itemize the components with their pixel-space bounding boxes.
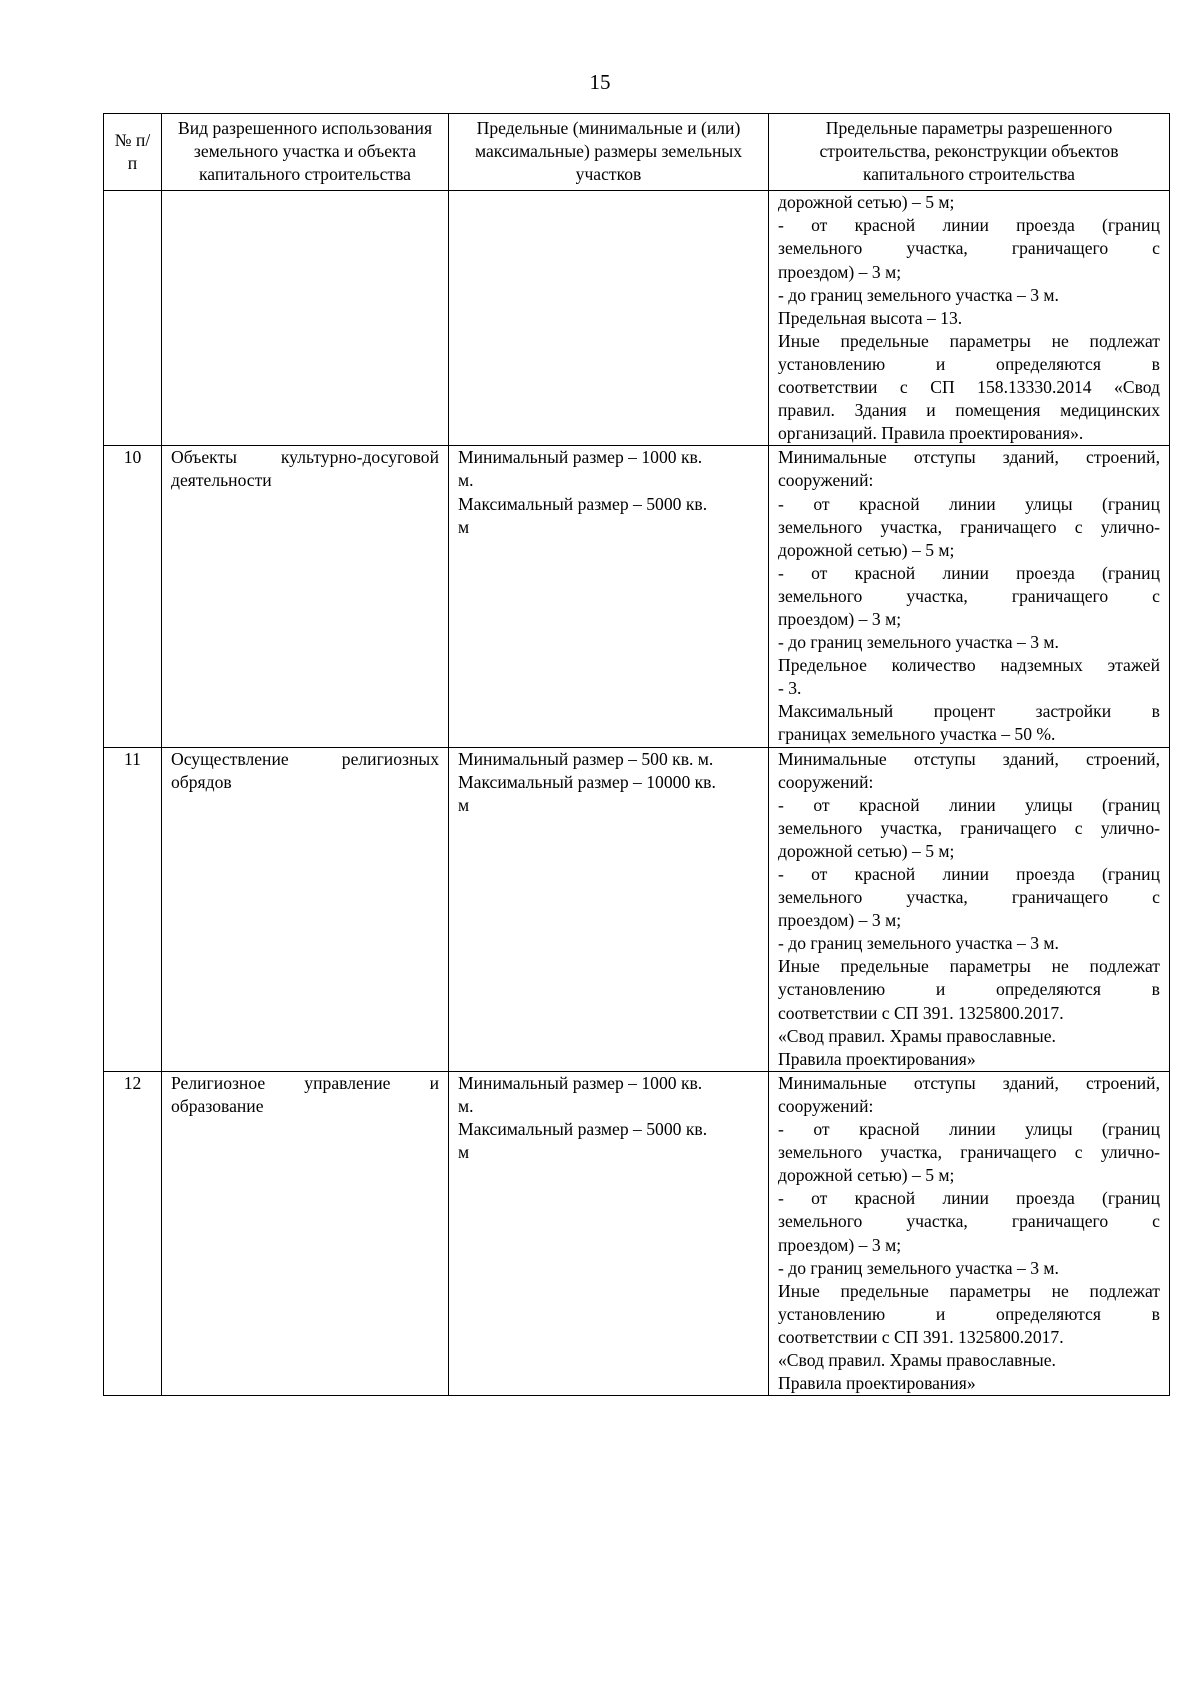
cell-line: земельного участка, граничащего с (778, 1211, 1160, 1232)
cell-line: установлению и определяются в (778, 353, 1160, 374)
cell-line: Минимальные отступы зданий, строений, (778, 1072, 1160, 1093)
cell-number: 11 (104, 747, 162, 1071)
cell-number: 12 (104, 1071, 162, 1395)
cell-line: Минимальные отступы зданий, строений, (778, 748, 1160, 769)
cell-line: земельного участка, граничащего с (778, 887, 1160, 908)
page-number: 15 (589, 70, 611, 94)
cell-plot-size (449, 446, 769, 747)
cell-line: соответствии с СП 158.13330.2014 «Свод (778, 377, 1160, 398)
cell-line: Предельное количество надземных этажей (778, 655, 1160, 676)
cell-line: - 3. (778, 678, 802, 699)
table-row (104, 1071, 1170, 1395)
cell-line: - от красной линии проезда (границ (778, 1188, 1160, 1209)
cell-line: сооружений: (778, 1095, 874, 1116)
cell-line: сооружений: (778, 771, 874, 792)
cell-line: Правила проектирования» (778, 1048, 976, 1069)
cell-line: установлению и определяются в (778, 1303, 1160, 1324)
cell-line: дорожной сетью) – 5 м; (778, 1165, 955, 1186)
cell-line: земельного участка, граничащего с улично- (778, 1142, 1160, 1163)
cell-line: Иные предельные параметры не подлежат (778, 956, 1160, 977)
cell-line: Максимальный размер – 5000 кв. (458, 1119, 708, 1140)
cell-line: соответствии с СП 391. 1325800.2017. (778, 1002, 1064, 1023)
header-permitted-use: Вид разрешенного использования земельного участка и объекта капитального строительства (162, 114, 449, 191)
cell-line: - от красной линии проезда (границ (778, 215, 1160, 236)
cell-permitted-use (162, 191, 449, 446)
cell-line: земельного участка, граничащего с (778, 585, 1160, 606)
cell-build-params (769, 1071, 1170, 1395)
cell-line: правил. Здания и помещения медицинских (778, 400, 1160, 421)
cell-line: - до границ земельного участка – 3 м. (778, 284, 1059, 305)
cell-line: земельного участка, граничащего с (778, 238, 1160, 259)
cell-line: дорожной сетью) – 5 м; (778, 840, 955, 861)
table-row-continued (104, 191, 1170, 446)
cell-number: 10 (104, 446, 162, 747)
cell-line: организаций. Правила проектирования». (778, 423, 1084, 444)
cell-line: Предельная высота – 13. (778, 307, 963, 328)
cell-line: Минимальные отступы зданий, строений, (778, 447, 1160, 468)
cell-line: м (458, 794, 470, 815)
cell-line: «Свод правил. Храмы православные. (778, 1025, 1056, 1046)
cell-line: Правила проектирования» (778, 1373, 976, 1394)
cell-line: проездом) – 3 м; (778, 910, 902, 931)
cell-line: Минимальный размер – 1000 кв. (458, 447, 703, 468)
cell-line: Максимальный размер – 10000 кв. (458, 771, 716, 792)
cell-permitted-use: Религиозное управление и образование (162, 1071, 449, 1395)
cell-line: дорожной сетью) – 5 м; (778, 539, 955, 560)
cell-line: сооружений: (778, 470, 874, 491)
cell-line: проездом) – 3 м; (778, 608, 902, 629)
cell-line: - от красной линии улицы (границ (778, 1119, 1160, 1140)
cell-plot-size (449, 191, 769, 446)
cell-line: земельного участка, граничащего с улично- (778, 817, 1160, 838)
cell-line: - от красной линии проезда (границ (778, 562, 1160, 583)
cell-build-params (769, 747, 1170, 1071)
cell-line: земельного участка, граничащего с улично- (778, 516, 1160, 537)
cell-line: «Свод правил. Храмы православные. (778, 1349, 1056, 1370)
cell-number (104, 191, 162, 446)
cell-line: границах земельного участка – 50 %. (778, 724, 1056, 745)
header-plot-size: Предельные (минимальные и (или) максимальные) размеры земельных участков (449, 114, 769, 191)
header-number: № п/п (104, 114, 162, 191)
cell-line: - от красной линии улицы (границ (778, 493, 1160, 514)
header-build-params: Предельные параметры разрешенного строительства, реконструкции объектов капитального строительства (769, 114, 1170, 191)
cell-line: проездом) – 3 м; (778, 1234, 902, 1255)
cell-line: Минимальный размер – 500 кв. м. (458, 748, 714, 769)
cell-line: м (458, 516, 470, 537)
table-row (104, 446, 1170, 747)
table-body (104, 191, 1170, 1396)
cell-line: м. (458, 1095, 474, 1116)
table-header (104, 114, 1170, 191)
cell-build-params (769, 446, 1170, 747)
cell-plot-size (449, 747, 769, 1071)
cell-permitted-use: Объекты культурно-досуговой деятельности (162, 446, 449, 747)
cell-line: - от красной линии улицы (границ (778, 794, 1160, 815)
cell-line: установлению и определяются в (778, 979, 1160, 1000)
cell-build-params (769, 191, 1170, 446)
cell-line: Иные предельные параметры не подлежат (778, 330, 1160, 351)
header-row (104, 114, 1170, 191)
cell-permitted-use: Осуществление религиозных обрядов (162, 747, 449, 1071)
cell-line: Иные предельные параметры не подлежат (778, 1280, 1160, 1301)
table-row (104, 747, 1170, 1071)
regulations-table (103, 113, 1170, 1396)
cell-plot-size (449, 1071, 769, 1395)
cell-line: - до границ земельного участка – 3 м. (778, 1257, 1059, 1278)
cell-line: Минимальный размер – 1000 кв. (458, 1072, 703, 1093)
cell-line: Максимальный размер – 5000 кв. (458, 493, 708, 514)
cell-line: соответствии с СП 391. 1325800.2017. (778, 1326, 1064, 1347)
cell-line: м (458, 1142, 470, 1163)
cell-line: проездом) – 3 м; (778, 261, 902, 282)
cell-line: Максимальный процент застройки в (778, 701, 1160, 722)
cell-line: - до границ земельного участка – 3 м. (778, 632, 1059, 653)
cell-line: дорожной сетью) – 5 м; (778, 192, 955, 213)
cell-line: - от красной линии проезда (границ (778, 864, 1160, 884)
cell-line: м. (458, 470, 474, 491)
cell-line: - до границ земельного участка – 3 м. (778, 933, 1059, 954)
